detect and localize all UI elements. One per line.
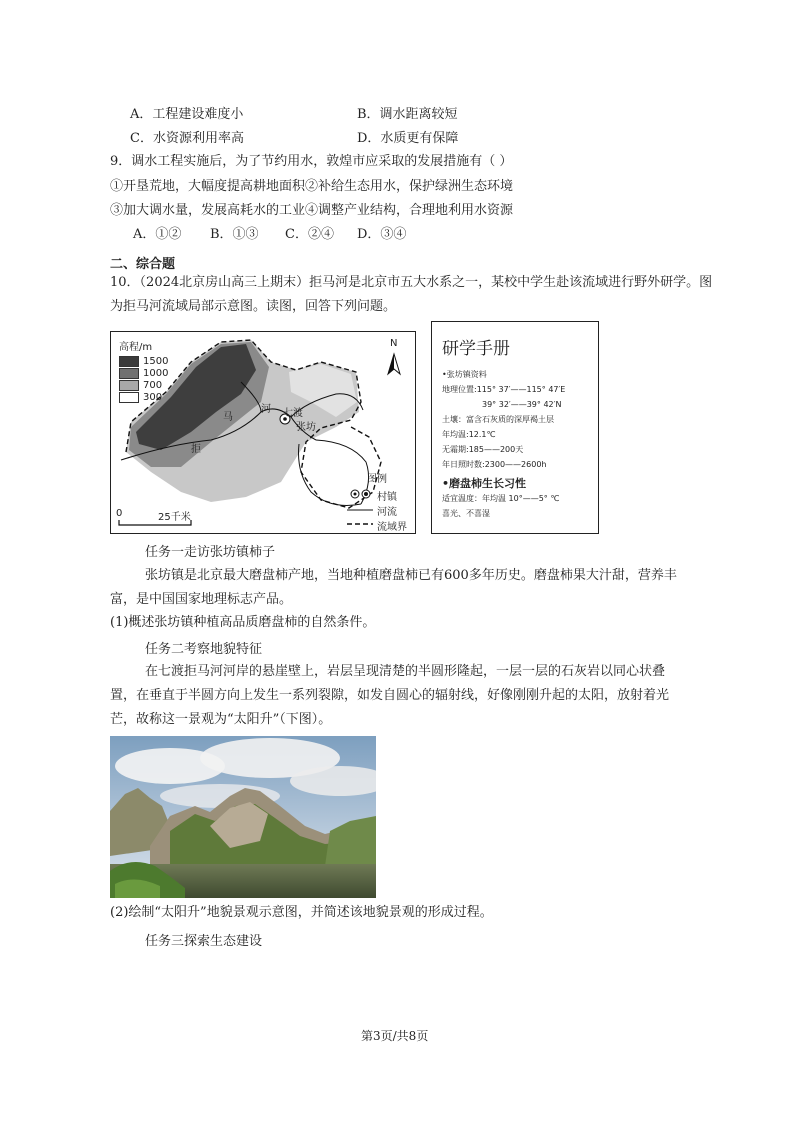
map-legend [347,470,387,485]
q9-option-a: A．①② [133,227,182,242]
north-label: N [390,338,398,349]
handbook-title: 研学手册 [442,339,510,359]
scale-km-label: 25千米 [158,512,191,523]
place-zhangfang: 张坊 [296,422,316,433]
elevation-legend [119,338,168,403]
elevation-value: 700 [143,379,163,391]
q9-stem: 9．调水工程实施后，为了节约用水，敦煌市应采取的发展措施有（ ） [110,154,513,169]
elevation-value: 300 [143,391,163,403]
elevation-row-300 [119,391,168,403]
handbook-section2: •磨盘柿生长习性 [442,477,527,490]
handbook-soil: 土壤：富含石灰质的深厚褐土层 [442,415,554,424]
elevation-swatch [119,368,139,379]
elevation-legend-title: 高程/m [119,342,153,353]
q9-items-line1: ①开垦荒地，大幅度提高耕地面积②补给生态用水，保护绿洲生态环境 [110,179,514,194]
legend-river-label: 河流 [377,507,397,518]
place-qidu: 七渡 [283,408,303,419]
river-basin-map [110,331,416,534]
task2-title: 任务二考察地貌特征 [145,642,263,657]
study-handbook [431,321,599,534]
task1-question: (1)概述张坊镇种植高品质磨盘柿的自然条件。 [110,615,376,630]
handbook-sunshine: 年日照时数:2300——2600h [442,460,547,469]
handbook-section1: •张坊镇资料 [442,370,487,379]
handbook-suitable-temp: 适宜温度：年均温 10°——5° ℃ [442,494,560,503]
q10-stem-line2: 为拒马河流域局部示意图。读图，回答下列问题。 [110,299,397,314]
river-char-ju: 拒 [191,444,201,455]
q9-option-c: C．②④ [285,227,334,242]
q10-stem-line1: 10．（2024北京房山高三上期末）拒马河是北京市五大水系之一，某校中学生赴该流域进行野外研学。图 [110,275,713,290]
legend-town-icon-2-dot [364,492,368,496]
elevation-value: 1000 [143,367,169,379]
legend-town-label: 村镇 [377,492,397,503]
page-number: 第3页/共8页 [361,1029,429,1043]
handbook-location-1: 地理位置:115° 37′——115° 47′E [442,385,566,394]
handbook-frost: 无霜期:185——200天 [442,445,524,454]
elevation-swatch [119,380,139,391]
q8-option-a: A．工程建设难度小 [130,107,244,122]
q9-option-d: D．③④ [357,227,407,242]
section-heading: 二、综合题 [110,257,176,272]
q8-option-b: B．调水距离较短 [357,107,458,122]
handbook-location-2: 39° 32′——39° 42′N [482,400,562,409]
task1-title: 任务一走访张坊镇柿子 [145,545,276,560]
elevation-row-700 [119,379,168,391]
scale-zero-label: 0 [116,508,123,519]
q9-items-line2: ③加大调水量，发展高耗水的工业④调整产业结构，合理地利用水资源 [110,203,514,218]
elevation-row-1500 [119,355,168,367]
task2-paragraph: 在七渡拒马河河岸的悬崖壁上，岩层呈现清楚的半圆形隆起，一层一层的石灰岩以同心状叠置，在垂直于半圆方向上发生一系列裂隙，如发自圆心的辐射线，好像刚刚升起的太阳，放射着光芒，故称这一景观为“太阳升”（下图）。 [110,664,670,727]
task2-question: (2)绘制“太阳升”地貌景观示意图，并简述该地貌景观的形成过程。 [110,905,493,920]
handbook-temp: 年均温:12.1℃ [442,430,496,439]
handbook-likes: 喜光、不喜湿 [442,509,490,518]
river-char-he: 河 [261,404,271,415]
legend-town-icon-1-dot [354,493,357,496]
task1-paragraph: 张坊镇是北京最大磨盘柿产地，当地种植磨盘柿已有600多年历史。磨盘柿果大汁甜，营养丰富，是中国国家地理标志产品。 [110,568,677,607]
river-char-ma: 马 [223,412,233,423]
elevation-row-1000 [119,367,168,379]
elevation-value: 1500 [143,355,169,367]
q9-option-b: B．①③ [210,227,259,242]
q8-option-c: C．水资源利用率高 [130,131,244,146]
landscape-drawing [110,736,376,898]
legend-boundary-label: 流域界 [377,522,407,533]
legend-title: 图例 [367,474,387,485]
sun-rise-landscape-photo [110,736,376,898]
q8-option-d: D．水质更有保障 [357,131,459,146]
elevation-swatch [119,392,139,403]
task3-title: 任务三探索生态建设 [145,934,263,949]
elevation-swatch [119,356,139,367]
